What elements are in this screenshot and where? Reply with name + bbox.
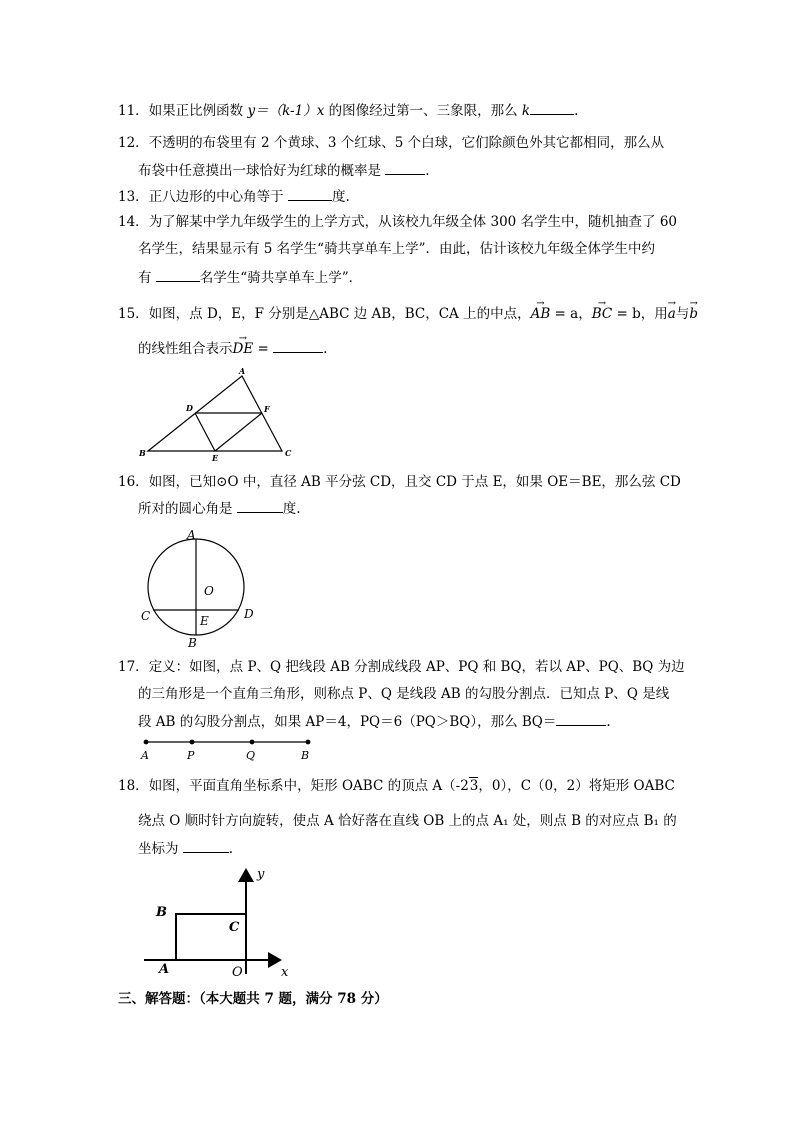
question-17-line3: 段 AB 的勾股分割点，如果 AP＝4，PQ＝6（PQ＞BQ），那么 BQ＝ .	[138, 711, 611, 732]
label-a: A	[159, 962, 170, 977]
answer-blank[interactable]	[273, 338, 323, 353]
label-a: A	[239, 366, 246, 376]
question-15: 15．如图，点 D，E，F 分别是△ABC 边 AB，BC，CA 上的中点，→ AB = a，→ BC = b，用→ a与→ b	[118, 304, 698, 324]
question-18-line2: 绕点 O 顺时针方向旋转，使点 A 恰好落在直线 OB 上的点 A₁ 处，则点 B 的对应点 B₁ 的	[138, 813, 677, 829]
point-p	[190, 740, 195, 745]
label-q: Q	[246, 749, 256, 762]
label-f: F	[264, 404, 270, 414]
figure-triangle-abc	[136, 364, 296, 464]
label-p: P	[187, 749, 195, 762]
question-17-line2: 的三角形是一个直角三角形，则称点 P、Q 是线段 AB 的勾股分割点．已知点 P、Q 是线	[138, 686, 670, 702]
question-13: 13．正八边形的中心角等于 度.	[118, 186, 350, 207]
label-y: y	[257, 867, 265, 882]
label-b: B	[301, 749, 310, 762]
answer-blank[interactable]	[156, 267, 200, 282]
label-a: A	[187, 528, 196, 542]
label-b: B	[139, 448, 146, 458]
question-14: 14．为了解某中学九年级学生的上学方式，从该校九年级全体 300 名学生中，随机抽查了 60	[118, 214, 678, 230]
figure-segment-ab	[136, 735, 326, 763]
label-x: x	[281, 965, 289, 980]
question-12-line2: 布袋中任意摸出一球恰好为红球的概率是 .	[138, 160, 430, 181]
label-a: A	[141, 749, 149, 762]
label-c: C	[229, 920, 240, 935]
label-b: B	[188, 636, 197, 650]
label-o: O	[232, 965, 243, 980]
section-3-header: 三、解答题：（本大题共 7 题，满分 78 分）	[118, 991, 388, 1007]
question-15-line2: 的线性组合表示→ DE = .	[138, 338, 327, 359]
sqrt-radicand: 3	[469, 778, 479, 794]
label-d: D	[244, 607, 254, 621]
question-16-line2: 所对的圆心角是 度.	[138, 498, 301, 519]
answer-blank[interactable]	[385, 160, 425, 175]
question-18-line3: 坐标为 .	[138, 838, 233, 859]
label-e: E	[200, 614, 209, 628]
label-e: E	[212, 453, 219, 463]
answer-blank[interactable]	[288, 186, 332, 201]
segment-ef	[215, 413, 262, 451]
answer-blank[interactable]	[556, 711, 606, 726]
figure-circle-o	[138, 526, 262, 650]
question-17: 17．定义：如图，点 P、Q 把线段 AB 分割成线段 AP、PQ 和 BQ，若以 AP、PQ、BQ 为边	[118, 659, 685, 675]
figure-coordinate-rectangle	[140, 864, 310, 984]
question-14-line3: 有 名学生“骑共享单车上学”．	[138, 267, 362, 288]
segment-de	[195, 413, 215, 451]
answer-blank[interactable]	[530, 100, 574, 115]
question-14-line2: 名学生，结果显示有 5 名学生“骑共享单车上学”．由此，估计该校九年级全体学生中约	[138, 241, 655, 257]
point-b	[306, 740, 311, 745]
label-o: O	[204, 584, 214, 598]
question-11: 11．如果正比例函数 y＝（k-1）x 的图像经过第一、三象限，那么 k .	[118, 100, 578, 121]
answer-blank[interactable]	[237, 498, 283, 513]
label-d: D	[186, 403, 193, 413]
point-a	[144, 740, 149, 745]
label-c: C	[141, 609, 151, 623]
label-b: B	[156, 905, 167, 920]
point-q	[250, 740, 255, 745]
answer-blank[interactable]	[183, 838, 229, 853]
question-16: 16．如图，已知⊙O 中，直径 AB 平分弦 CD，且交 CD 于点 E，如果 OE＝BE，那么弦 CD	[118, 474, 681, 490]
question-12: 12．不透明的布袋里有 2 个黄球、3 个红球、5 个白球，它们除颜色外其它都相同，那么从	[118, 135, 665, 151]
question-18: 18．如图，平面直角坐标系中，矩形 OABC 的顶点 A（-23，0），C（0，2）将矩形 OABC	[118, 778, 675, 794]
label-c: C	[285, 448, 292, 458]
